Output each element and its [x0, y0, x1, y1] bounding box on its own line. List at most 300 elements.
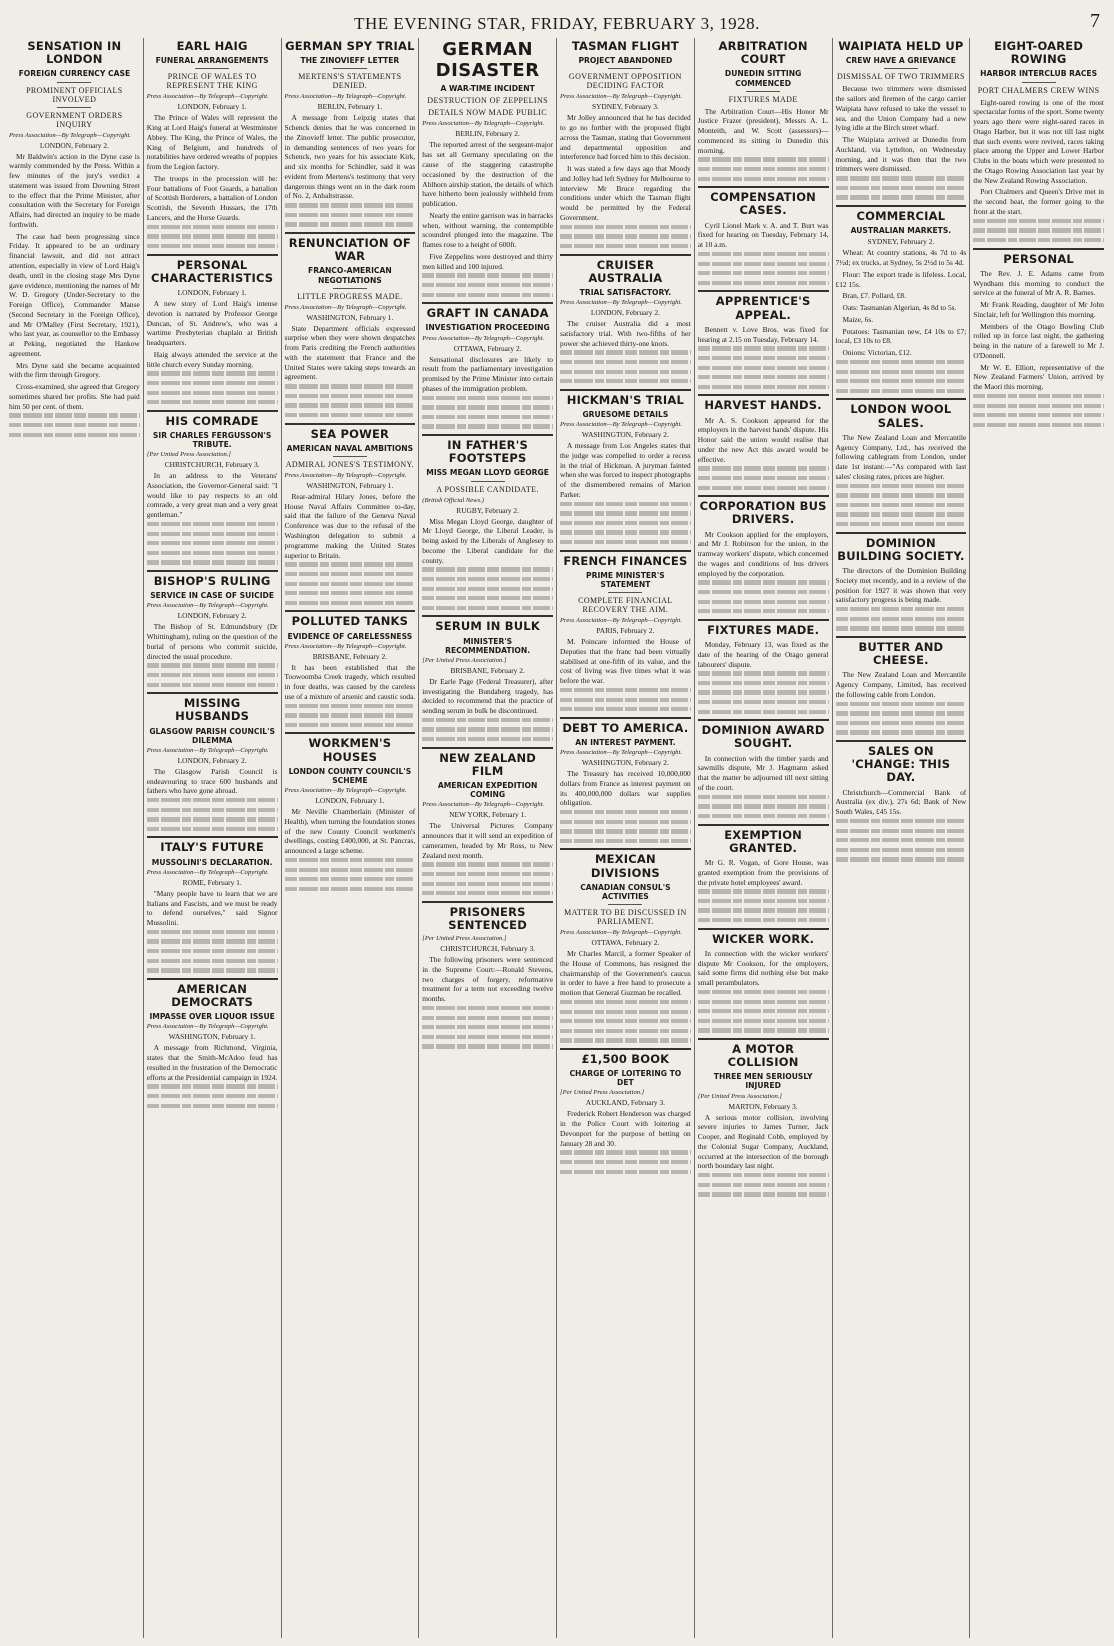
article-paragraph: Maize, 6s.	[842, 314, 874, 324]
article-paragraph: It has been established that the Toowoomba Creek tragedy, which resulted in four deaths, was caused by the careless use of a mixture of arsenic and caustic soda.	[284, 662, 416, 701]
deck-separator	[608, 904, 642, 905]
text-line	[698, 1183, 829, 1187]
text-line	[285, 601, 416, 605]
text-line	[560, 1170, 691, 1174]
article-divider	[147, 254, 278, 256]
column-rule	[556, 38, 557, 1638]
newspaper-page	[6, 38, 1108, 1638]
article-paragraph: The Universal Pictures Company announces that it will send an expedition of cameramen, headed by Mr Ross, to New Zealand next month.	[422, 821, 553, 860]
press-credit: Press Association—By Telegraph—Copyright.	[284, 642, 407, 650]
text-line	[698, 375, 829, 379]
body-text-lines	[836, 702, 967, 735]
text-line	[836, 389, 967, 393]
column-rule	[281, 38, 282, 1638]
text-line	[836, 838, 967, 842]
article-headline: EARL HAIG	[176, 39, 248, 53]
dateline: LONDON, February 1.	[177, 287, 247, 297]
text-line	[147, 400, 278, 404]
article	[560, 550, 691, 712]
article	[560, 40, 691, 248]
text-line	[285, 877, 416, 881]
body-text-lines	[285, 858, 416, 891]
text-line	[422, 273, 553, 277]
body-text-lines	[698, 580, 829, 613]
article-headline: PERSONAL CHARACTERISTICS	[150, 257, 274, 285]
text-line	[422, 1044, 553, 1048]
body-text-lines	[836, 819, 967, 862]
body-text-lines	[422, 862, 553, 895]
article-headline: TASMAN FLIGHT	[571, 39, 679, 53]
article-subheading: FUNERAL ARRANGEMENTS	[155, 56, 269, 66]
text-line	[698, 580, 829, 584]
article-paragraph: Mr Frank Reading, daughter of Mr John Sinclair, left for Wellington this morning.	[973, 300, 1104, 319]
article-headline: COMPENSATION CASES.	[710, 190, 817, 218]
article-headline: HICKMAN'S TRIAL	[566, 392, 684, 407]
article	[973, 248, 1104, 427]
article	[836, 205, 967, 393]
article-subheading: LITTLE PROGRESS MADE.	[297, 291, 403, 301]
text-line	[698, 271, 829, 275]
text-line	[698, 990, 829, 994]
dateline: CHRISTCHURCH, February 3.	[164, 460, 260, 470]
article-paragraph: Monday, February 13, was fixed as the date of the hearing of the Otago general labourers' dispute.	[697, 640, 829, 669]
article-headline: WICKER WORK.	[712, 931, 815, 946]
article-subheading: CHARGE OF LOITERING TO DET	[569, 1069, 682, 1088]
press-credit: [Per United Press Association.]	[697, 1092, 783, 1100]
article-divider	[147, 692, 278, 694]
article-headline: PERSONAL	[1003, 251, 1074, 266]
dateline: SYDNEY, February 3.	[591, 102, 659, 112]
text-line	[698, 1009, 829, 1013]
column-rule	[418, 38, 419, 1638]
article-divider	[973, 248, 1104, 250]
press-credit: [Per United Press Association.]	[560, 1089, 645, 1097]
dateline: WASHINGTON, February 2.	[581, 758, 669, 768]
article-headline: BISHOP'S RULING	[153, 573, 271, 588]
body-text-lines	[698, 795, 829, 818]
article-paragraph: The troops in the procession will be: Four battalions of Foot Guards, a battalion of Scottish Borderers, a battalion of London Scottish, the Seventh Hussars, the 17th Lancers, and the Horse Guards.	[146, 173, 278, 222]
news-column-5	[557, 38, 694, 1638]
text-line	[698, 252, 829, 256]
text-line	[422, 415, 553, 419]
article-headline: SENSATION IN LONDON	[27, 39, 122, 67]
text-line	[973, 423, 1104, 427]
deck-separator	[1022, 82, 1056, 83]
body-text-lines	[836, 360, 967, 393]
text-line	[560, 360, 691, 364]
text-line	[9, 423, 140, 427]
article-headline: SEA POWER	[310, 426, 390, 441]
article-subheading: INVESTIGATION PROCEEDING	[425, 323, 550, 333]
text-line	[836, 857, 967, 861]
article-subheading: ADMIRAL JONES'S TESTIMONY.	[285, 459, 415, 469]
text-line	[698, 908, 829, 912]
dateline: WASHINGTON, February 1.	[306, 480, 394, 490]
article-headline: EXEMPTION GRANTED.	[724, 827, 803, 855]
article-paragraph: Bran, £7. Pollard, £8.	[842, 291, 906, 301]
article-paragraph: Potatoes: Tasmanian new, £4 10s to £7; local, £3 10s to £8.	[835, 326, 967, 346]
article	[698, 290, 829, 389]
article-paragraph: Mr Jolley announced that he has decided to go no further with the proposed flight across the Tasman, stating that Government and departmental opposition and interference had forced him to this decision.	[560, 113, 691, 162]
text-line	[698, 710, 829, 714]
text-line	[836, 721, 967, 725]
article-subheading: MINISTER'S RECOMMENDATION.	[445, 636, 531, 655]
text-line	[560, 1010, 691, 1014]
text-line	[560, 1000, 691, 1004]
article-headline: GERMAN SPY TRIAL	[285, 39, 415, 53]
text-line	[422, 891, 553, 895]
article-headline: COMMERCIAL	[856, 209, 946, 223]
text-line	[147, 551, 278, 555]
article-headline: POLLUTED TANKS	[291, 614, 409, 629]
article	[147, 254, 278, 405]
text-line	[698, 486, 829, 490]
text-line	[560, 540, 691, 544]
text-line	[147, 673, 278, 677]
dateline: LONDON, February 1.	[177, 102, 247, 112]
article-headline: ITALY'S FUTURE	[160, 840, 264, 855]
article-paragraph: Haig always attended the service at the little church every Sunday morning.	[146, 349, 278, 369]
text-line	[560, 234, 691, 238]
article-paragraph: A serious motor collision, involving severe injuries to James Turner, Jack Cooper, and Reginald Cobb, employed by the Colonial Sugar Company, Auckland, occurred at the intersection of the borough north boundary last night.	[697, 1112, 829, 1171]
article-headline: DEBT TO AMERICA.	[562, 720, 689, 735]
article-paragraph: In connection with the timber yards and sawmills dispute, Mr J. Hagmann asked that the matter be adjourned till next sitting of the court.	[697, 753, 829, 792]
dateline: ROME, February 1.	[182, 877, 242, 887]
article	[147, 410, 278, 565]
text-line	[147, 381, 278, 385]
article-subheading: DUNEDIN SITTING COMMENCED	[724, 69, 802, 88]
text-line	[698, 1000, 829, 1004]
dateline: LONDON, February 2.	[39, 140, 109, 150]
article-subheading: EVIDENCE OF CARELESSNESS	[287, 631, 413, 641]
deck-separator	[608, 68, 642, 69]
text-line	[698, 590, 829, 594]
text-line	[698, 281, 829, 285]
article	[9, 40, 140, 437]
press-credit: [Per United Press Association.]	[422, 656, 507, 664]
text-line	[147, 1094, 278, 1098]
text-line	[836, 503, 967, 507]
article-headline: WAIPIATA HELD UP	[838, 39, 964, 53]
text-line	[836, 186, 967, 190]
text-line	[836, 819, 967, 823]
article-headline: AMERICAN DEMOCRATS	[171, 981, 254, 1010]
text-line	[285, 213, 416, 217]
article-paragraph: The directors of the Dominion Building Society met recently, and in a review of the position for 1927 it was shown that very satisfactory progress is being made.	[835, 566, 967, 605]
text-line	[973, 413, 1104, 417]
article-paragraph: Christchurch—Commercial Bank of Australia (ex div.), 27s 6d; Bank of New South Wales, £45 15s.	[835, 787, 967, 817]
text-line	[698, 804, 829, 808]
press-credit: Press Association—By Telegraph—Copyright.	[422, 120, 545, 128]
article-paragraph: Cross-examined, she agreed that Gregory sometimes shared her profits. She had paid him 50 per cent. of them.	[9, 382, 140, 411]
text-line	[147, 541, 278, 545]
deck-separator	[884, 68, 918, 69]
column-rule	[143, 38, 144, 1638]
article-paragraph: Nearly the entire garrison was in barracks when, without warning, the contemptible scoundrel plunged into the magazine. The flames rose to a height of 600ft.	[422, 210, 553, 250]
press-credit: Press Association—By Telegraph—Copyright.	[146, 746, 269, 754]
article	[836, 636, 967, 735]
deck-separator	[746, 91, 780, 92]
text-line	[698, 466, 829, 470]
dateline: CHRISTCHURCH, February 3.	[440, 944, 536, 954]
article	[560, 1048, 691, 1174]
body-text-lines	[698, 346, 829, 389]
article-headline: IN FATHER'S FOOTSTEPS	[447, 437, 528, 466]
text-line	[836, 195, 967, 199]
article	[422, 434, 553, 610]
article-paragraph: Mr Neville Chamberlain (Minister of Health), when turning the foundation stones of the new County Council workmen's dwellings, costing £400,000, at St. Pancras, announced a large scheme.	[284, 807, 416, 856]
article-subheading: DISMISSAL OF TWO TRIMMERS	[836, 72, 965, 82]
article-divider	[422, 747, 553, 749]
article-paragraph: A message from Los Angeles states that the judge was compelled to order a recess in the trial of Hickman. A juryman fainted when she was forced to inspect photographs of the dismembered remains of Marion Parker.	[560, 441, 691, 499]
body-text-lines	[698, 1173, 829, 1196]
text-line	[560, 370, 691, 374]
article-subheading: AMERICAN EXPEDITION COMING	[437, 781, 538, 800]
article-paragraph: The Prince of Wales will represent the King at Lord Haig's funeral at Westminster Abbey. The King, the Prince of Wales, the King of Belgium, and hundreds of notabilities have ordered wreaths of poppies from the Legion factory.	[146, 113, 278, 172]
article-subheading: PROMINENT OFFICIALS INVOLVED	[26, 85, 123, 104]
body-text-lines	[422, 718, 553, 741]
body-text-lines	[147, 522, 278, 565]
article	[422, 747, 553, 896]
article-subheading: MATTER TO BE DISCUSSED IN PARLIAMENT.	[564, 908, 687, 927]
article-subheading: GOVERNMENT ORDERS INQUIRY	[26, 110, 123, 129]
article-paragraph: "Many people have to learn that we are Italians and Fascists, and we must be ready to defend ourselves," said Signor Mussolini.	[146, 888, 278, 928]
article-paragraph: A message from Leipzig states that Schenck denies that he was concerned in the Zinovieff letter. The public prosecutor, in demanding sentences of two years for Schenck, two years for his associate Kirk, and six months for Schindler, said it was evident from Mertens's testimony that very dangerous things went on in the dark room of No. 2, Anhaltstrasse.	[284, 113, 416, 201]
dateline: BERLIN, February 2.	[455, 129, 520, 139]
text-line	[147, 959, 278, 963]
text-line	[285, 713, 416, 717]
article-divider	[560, 389, 691, 391]
text-line	[973, 238, 1104, 242]
article-subheading: LONDON COUNTY COUNCIL'S SCHEME	[288, 766, 412, 785]
article-paragraph: The New Zealand Loan and Mercantile Agency Company, Limited, has received the following cable from London.	[835, 670, 967, 699]
press-credit: Press Association—By Telegraph—Copyright.	[560, 617, 682, 625]
text-line	[285, 562, 416, 566]
article	[147, 692, 278, 831]
text-line	[973, 404, 1104, 408]
news-column-3	[282, 38, 419, 1638]
text-line	[836, 493, 967, 497]
body-text-lines	[560, 350, 691, 383]
text-line	[285, 403, 416, 407]
article-paragraph: Oats: Tasmanian Algerian, 4s 8d to 5s.	[842, 303, 957, 313]
text-line	[836, 607, 967, 611]
press-credit: Press Association—By Telegraph—Copyright.	[146, 868, 269, 876]
text-line	[147, 968, 278, 972]
body-text-lines	[560, 1000, 691, 1043]
article-headline: ARBITRATION COURT	[718, 39, 808, 67]
text-line	[836, 829, 967, 833]
text-line	[698, 690, 829, 694]
text-line	[560, 225, 691, 229]
text-line	[422, 577, 553, 581]
article-subheading: GOVERNMENT OPPOSITION DECIDING FACTOR	[568, 72, 682, 91]
text-line	[698, 356, 829, 360]
body-text-lines	[560, 225, 691, 248]
text-line	[422, 606, 553, 610]
text-line	[560, 1038, 691, 1042]
text-line	[9, 413, 140, 417]
article-divider	[560, 550, 691, 552]
article	[698, 186, 829, 285]
text-line	[560, 1150, 691, 1154]
dateline: OTTAWA, February 2.	[453, 343, 522, 353]
article-paragraph: In connection with the wicker workers' dispute Mr Cookson, for the employers, said some firms did nothing else but make small perambulators.	[697, 948, 829, 988]
article-paragraph: The Arbitration Court—His Honor Mr Justice Frazer (president), Messrs A. L. Monteith, and W. Scott (assessors)—commenced its sitting in Dunedin this morning.	[697, 106, 829, 155]
article	[147, 570, 278, 687]
deck-separator	[471, 481, 505, 482]
text-line	[147, 532, 278, 536]
body-text-lines	[285, 562, 416, 605]
article-paragraph: Sensational disclosures are likely to result from the parliamentary investigation promised by the Prime Minister into certain phases of the immigration problem.	[422, 354, 553, 393]
article-paragraph: The Bishop of St. Edmundsbury (Dr Whittingham), ruling on the question of the burial of persons who commit suicide, directed the usual procedure.	[146, 622, 278, 661]
text-line	[147, 817, 278, 821]
article-headline: HARVEST HANDS.	[704, 398, 822, 413]
text-line	[698, 476, 829, 480]
text-line	[147, 371, 278, 375]
article-subheading: HARBOR INTERCLUB RACES	[980, 69, 1098, 79]
body-text-lines	[698, 671, 829, 714]
text-line	[560, 502, 691, 506]
article-headline: DOMINION AWARD SOUGHT.	[701, 723, 825, 751]
article-subheading: AN INTEREST PAYMENT.	[575, 737, 676, 747]
article-paragraph: Five Zeppelins were destroyed and thirty men killed and 100 injured.	[422, 251, 553, 271]
text-line	[698, 346, 829, 350]
article-divider	[147, 978, 278, 980]
article-headline: FRENCH FINANCES	[563, 553, 688, 568]
text-line	[422, 1035, 553, 1039]
text-line	[560, 810, 691, 814]
article-divider	[422, 302, 553, 304]
text-line	[285, 384, 416, 388]
text-line	[836, 711, 967, 715]
article-subheading: AUSTRALIAN MARKETS.	[850, 226, 952, 236]
deck-separator	[333, 288, 367, 289]
text-line	[698, 681, 829, 685]
article	[147, 40, 278, 248]
body-text-lines	[147, 930, 278, 973]
article-divider	[147, 836, 278, 838]
article-divider	[560, 254, 691, 256]
article-divider	[560, 717, 691, 719]
article-paragraph: Onions: Victorian, £12.	[842, 348, 912, 358]
article-paragraph: In an address to the Veterans' Association, the Governor-General said: "I would like to pay respects to an old comrade, a very great man and a very great gentleman."	[146, 471, 278, 520]
body-text-lines	[422, 567, 553, 610]
body-text-lines	[422, 273, 553, 296]
article-divider	[836, 532, 967, 534]
body-text-lines	[147, 798, 278, 831]
masthead	[0, 0, 1114, 34]
text-line	[560, 511, 691, 515]
article-subheading: SERVICE IN CASE OF SUICIDE	[150, 591, 275, 601]
article-divider	[422, 615, 553, 617]
text-line	[698, 609, 829, 613]
body-text-lines	[147, 1084, 278, 1107]
body-text-lines	[698, 466, 829, 489]
article-paragraph: A new story of Lord Haig's intense devotion is narrated by Professor George Duncan, of St. Andrew's, who was a wartime Presbyterian chaplain at British headquarters.	[146, 298, 278, 348]
article-subheading: TRIAL SATISFACTORY.	[579, 287, 672, 297]
article-subheading: SIR CHARLES FERGUSSON'S TRIBUTE.	[152, 430, 272, 450]
article	[698, 824, 829, 923]
press-credit: Press Association—By Telegraph—Copyright.	[284, 93, 407, 101]
article-paragraph: Mr Baldwin's action in the Dyne case is warmly commended by the Press. Within a few minutes of the jury's verdict a statement was issued from Downing Street to the effect that the Prime Minister, after consultation with the Secretary for Foreign Affairs, had directed an inquiry to be made forthwith.	[9, 151, 140, 229]
article-subheading: AMERICAN NAVAL AMBITIONS	[286, 443, 414, 453]
press-credit: Press Association—By Telegraph—Copyright.	[560, 421, 682, 429]
text-line	[422, 718, 553, 722]
article-divider	[698, 619, 829, 621]
article-subheading: PRINCE OF WALES TO REPRESENT THE KING	[166, 72, 258, 91]
article-divider	[698, 186, 829, 188]
article-divider	[422, 901, 553, 903]
deck-separator	[195, 68, 229, 69]
article	[560, 389, 691, 545]
text-line	[9, 433, 140, 437]
text-line	[698, 795, 829, 799]
article-headline: RENUNCIATION OF WAR	[288, 236, 411, 264]
article-paragraph: Mr A. S. Cookson appeared for the employers in the harvest hands' dispute. His Honor said the union would realise that under the new Act this award would be effective.	[697, 415, 829, 464]
article-subheading: DETAILS NOW MADE PUBLIC	[428, 108, 548, 118]
text-line	[698, 1173, 829, 1177]
text-line	[698, 889, 829, 893]
text-line	[422, 567, 553, 571]
article-headline: EIGHT-OARED ROWING	[994, 39, 1084, 67]
article	[698, 40, 829, 181]
dateline: BRISBANE, February 2.	[450, 665, 525, 675]
article-divider	[560, 848, 691, 850]
article-divider	[285, 232, 416, 234]
text-line	[698, 899, 829, 903]
article-paragraph: Bennett v. Love Bros. was fixed for hearing at 2.15 on Tuesday, February 14.	[697, 324, 829, 344]
text-line	[147, 225, 278, 229]
article-subheading: FIXTURES MADE	[728, 94, 798, 104]
deck-separator	[608, 592, 642, 593]
article-headline: CRUISER AUSTRALIA	[588, 257, 663, 285]
article-subheading: IMPASSE OVER LIQUOR ISSUE	[149, 1012, 275, 1022]
article-divider	[698, 824, 829, 826]
article-subheading: PRIME MINISTER'S STATEMENT	[586, 570, 665, 589]
article-subheading: COMPLETE FINANCIAL RECOVERY THE AIM.	[578, 596, 673, 615]
article-divider	[698, 928, 829, 930]
body-text-lines	[560, 502, 691, 545]
dateline: LONDON, February 2.	[177, 611, 247, 621]
article-paragraph: The Rev. J. E. Adams came from Wyndham this morning to conduct the service at the funeral of Mr A. R. Barnes.	[973, 268, 1104, 298]
dateline: WASHINGTON, February 1.	[168, 1032, 256, 1042]
press-credit: Press Association—By Telegraph—Copyright.	[284, 787, 407, 795]
text-line	[147, 1104, 278, 1108]
article	[698, 1038, 829, 1197]
press-credit: (British Official News.)	[422, 496, 484, 504]
body-text-lines	[698, 889, 829, 922]
article	[147, 836, 278, 972]
article-paragraph: Mrs Dyne said she became acquainted with the firm through Gregory.	[9, 360, 140, 380]
news-column-8	[970, 38, 1107, 1638]
dateline: BRISBANE, February 2.	[312, 651, 388, 661]
text-line	[836, 176, 967, 180]
body-text-lines	[422, 1006, 553, 1049]
article-subheading: GLASGOW PARISH COUNCIL'S DILEMMA	[149, 726, 275, 745]
article-headline: CORPORATION BUS DRIVERS.	[699, 499, 827, 527]
text-line	[560, 829, 691, 833]
article-paragraph: Because two trimmers were dismissed the sailors and firemen of the cargo carrier Waipiata have refused to take the vessel to sea, and the Union Company had a new lying idle at the Birch street wharf.	[835, 84, 967, 133]
news-column-4	[419, 38, 556, 1638]
article-paragraph: The case had been progressing since Friday. It appeared to be an ordinary financial lawsuit, and did not attract attention, especially in view of Lord Haig's death, until in the closing stage Mrs Dyne gave evidence, mentioning the names of Mr W. D. Gregory (Under-Secretary to the Foreign Office), Commander Manse (Second Secretary in the Foreign Office), and Mr O'Malley (First Secretary, 1921), who last year, as counsellor to the Embassy at Peking, negotiated the Hankow agreement.	[9, 231, 140, 358]
article	[422, 901, 553, 1049]
article-divider	[698, 495, 829, 497]
text-line	[285, 203, 416, 207]
article-subheading: GRUESOME DETAILS	[582, 409, 669, 419]
article-subheading: PROJECT ABANDONED	[578, 56, 673, 66]
body-text-lines	[698, 990, 829, 1033]
